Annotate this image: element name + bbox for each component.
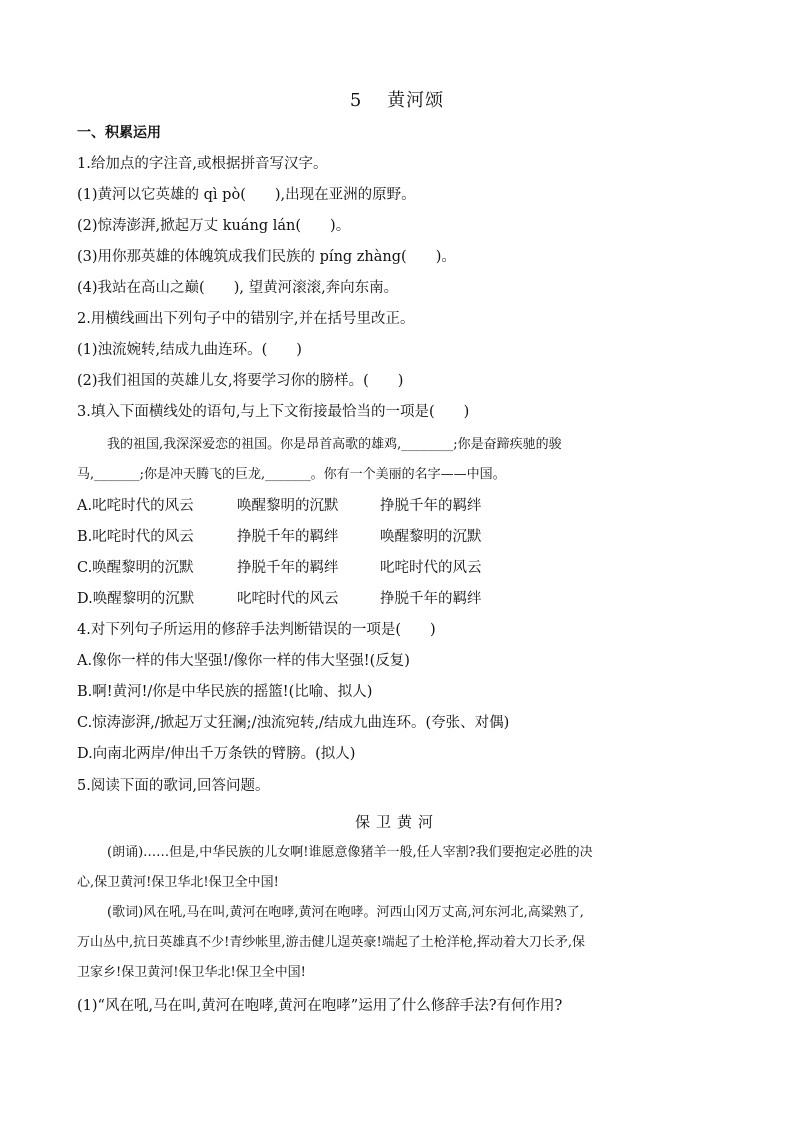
option-text: 唤醒黎明的沉默 [237, 498, 339, 514]
section-heading: 一、积累运用 [77, 125, 161, 141]
q5-passage [77, 838, 717, 988]
option-text: 挣脱千年的羁绊 [237, 529, 339, 545]
option-text: 挣脱千年的羁绊 [380, 591, 482, 607]
q1-item-1: (1)黄河以它英雄的 qì pò( ),出现在亚洲的原野。 [77, 187, 416, 203]
q2-prompt: 2.用横线画出下列句子中的错别字,并在括号里改正。 [77, 311, 415, 327]
lesson-number: 5 [349, 90, 363, 111]
q3-option-c [77, 558, 482, 578]
q1-item-3: (3)用你那英雄的体魄筑成我们民族的 píng zhàng( )。 [77, 249, 456, 265]
option-text: A.叱咤时代的风云 [77, 498, 194, 514]
song-title: 保卫黄河 [354, 813, 439, 831]
q2-item-1: (1)浊流婉转,结成九曲连环。( ) [77, 342, 302, 358]
q1-item-4: (4)我站在高山之巅( ), 望黄河滚滚,奔向东南。 [77, 280, 399, 296]
q5-passage-line-1: (朗诵)……但是,中华民族的儿女啊!谁愿意像猪羊一般,任人宰割?我们要抱定必胜的决 [107, 845, 593, 860]
q5-passage-line-2: 心,保卫黄河!保卫华北!保卫全中国! [77, 875, 279, 890]
q5-passage-line-5: 卫家乡!保卫黄河!保卫华北!保卫全中国! [77, 965, 306, 980]
option-text: C.唤醒黎明的沉默 [77, 560, 194, 576]
option-text: D.唤醒黎明的沉默 [77, 591, 195, 607]
option-text: 叱咤时代的风云 [237, 591, 339, 607]
option-text: 挣脱千年的羁绊 [380, 498, 482, 514]
q5-passage-line-3: (歌词)风在吼,马在叫,黄河在咆哮,黄河在咆哮。河西山冈万丈高,河东河北,高粱熟了, [107, 905, 584, 920]
q3-option-b [77, 527, 482, 547]
q4-option-a: A.像你一样的伟大坚强!/像你一样的伟大坚强!(反复) [77, 653, 410, 669]
q3-passage [77, 430, 717, 490]
q3-prompt: 3.填入下面横线处的语句,与上下文衔接最恰当的一项是( ) [77, 404, 470, 420]
option-text: 挣脱千年的羁绊 [237, 560, 339, 576]
q4-option-c: C.惊涛澎湃,/掀起万丈狂澜;/浊流宛转,/结成九曲连环。(夸张、对偶) [77, 715, 510, 731]
q3-passage-line-1: 我的祖国,我深深爱恋的祖国。你是昂首高歌的雄鸡,________;你是奋蹄疾驰的骏 [107, 437, 562, 452]
q1-prompt: 1.给加点的字注音,或根据拼音写汉字。 [77, 156, 328, 172]
q5-prompt: 5.阅读下面的歌词,回答问题。 [77, 778, 270, 794]
option-text: 唤醒黎明的沉默 [380, 529, 482, 545]
q2-item-2: (2)我们祖国的英雄儿女,将要学习你的膀样。( ) [77, 373, 404, 389]
q5-passage-line-4: 万山丛中,抗日英雄真不少!青纱帐里,游击健儿逞英豪!端起了土枪洋枪,挥动着大刀长矛,保 [77, 935, 585, 950]
q4-option-d: D.向南北两岸/伸出千万条铁的臂膀。(拟人) [77, 746, 356, 762]
q3-passage-line-2: 马,_______;你是冲天腾飞的巨龙,_______。你有一个美丽的名字——中国。 [77, 467, 506, 482]
q4-option-b: B.啊!黄河!/你是中华民族的摇篮!(比喻、拟人) [77, 684, 373, 700]
q3-option-d [77, 589, 482, 609]
lesson-title: 黄河颂 [387, 90, 445, 111]
q3-option-a [77, 496, 482, 516]
page-title [0, 86, 794, 112]
option-text: 叱咤时代的风云 [380, 560, 482, 576]
q5-sub-question-1: (1)“风在吼,马在叫,黄河在咆哮,黄河在咆哮”运用了什么修辞手法?有何作用? [77, 998, 563, 1014]
q4-prompt: 4.对下列句子所运用的修辞手法判断错误的一项是( ) [77, 622, 436, 638]
q1-item-2: (2)惊涛澎湃,掀起万丈 kuáng lán( )。 [77, 218, 351, 234]
option-text: B.叱咤时代的风云 [77, 529, 194, 545]
